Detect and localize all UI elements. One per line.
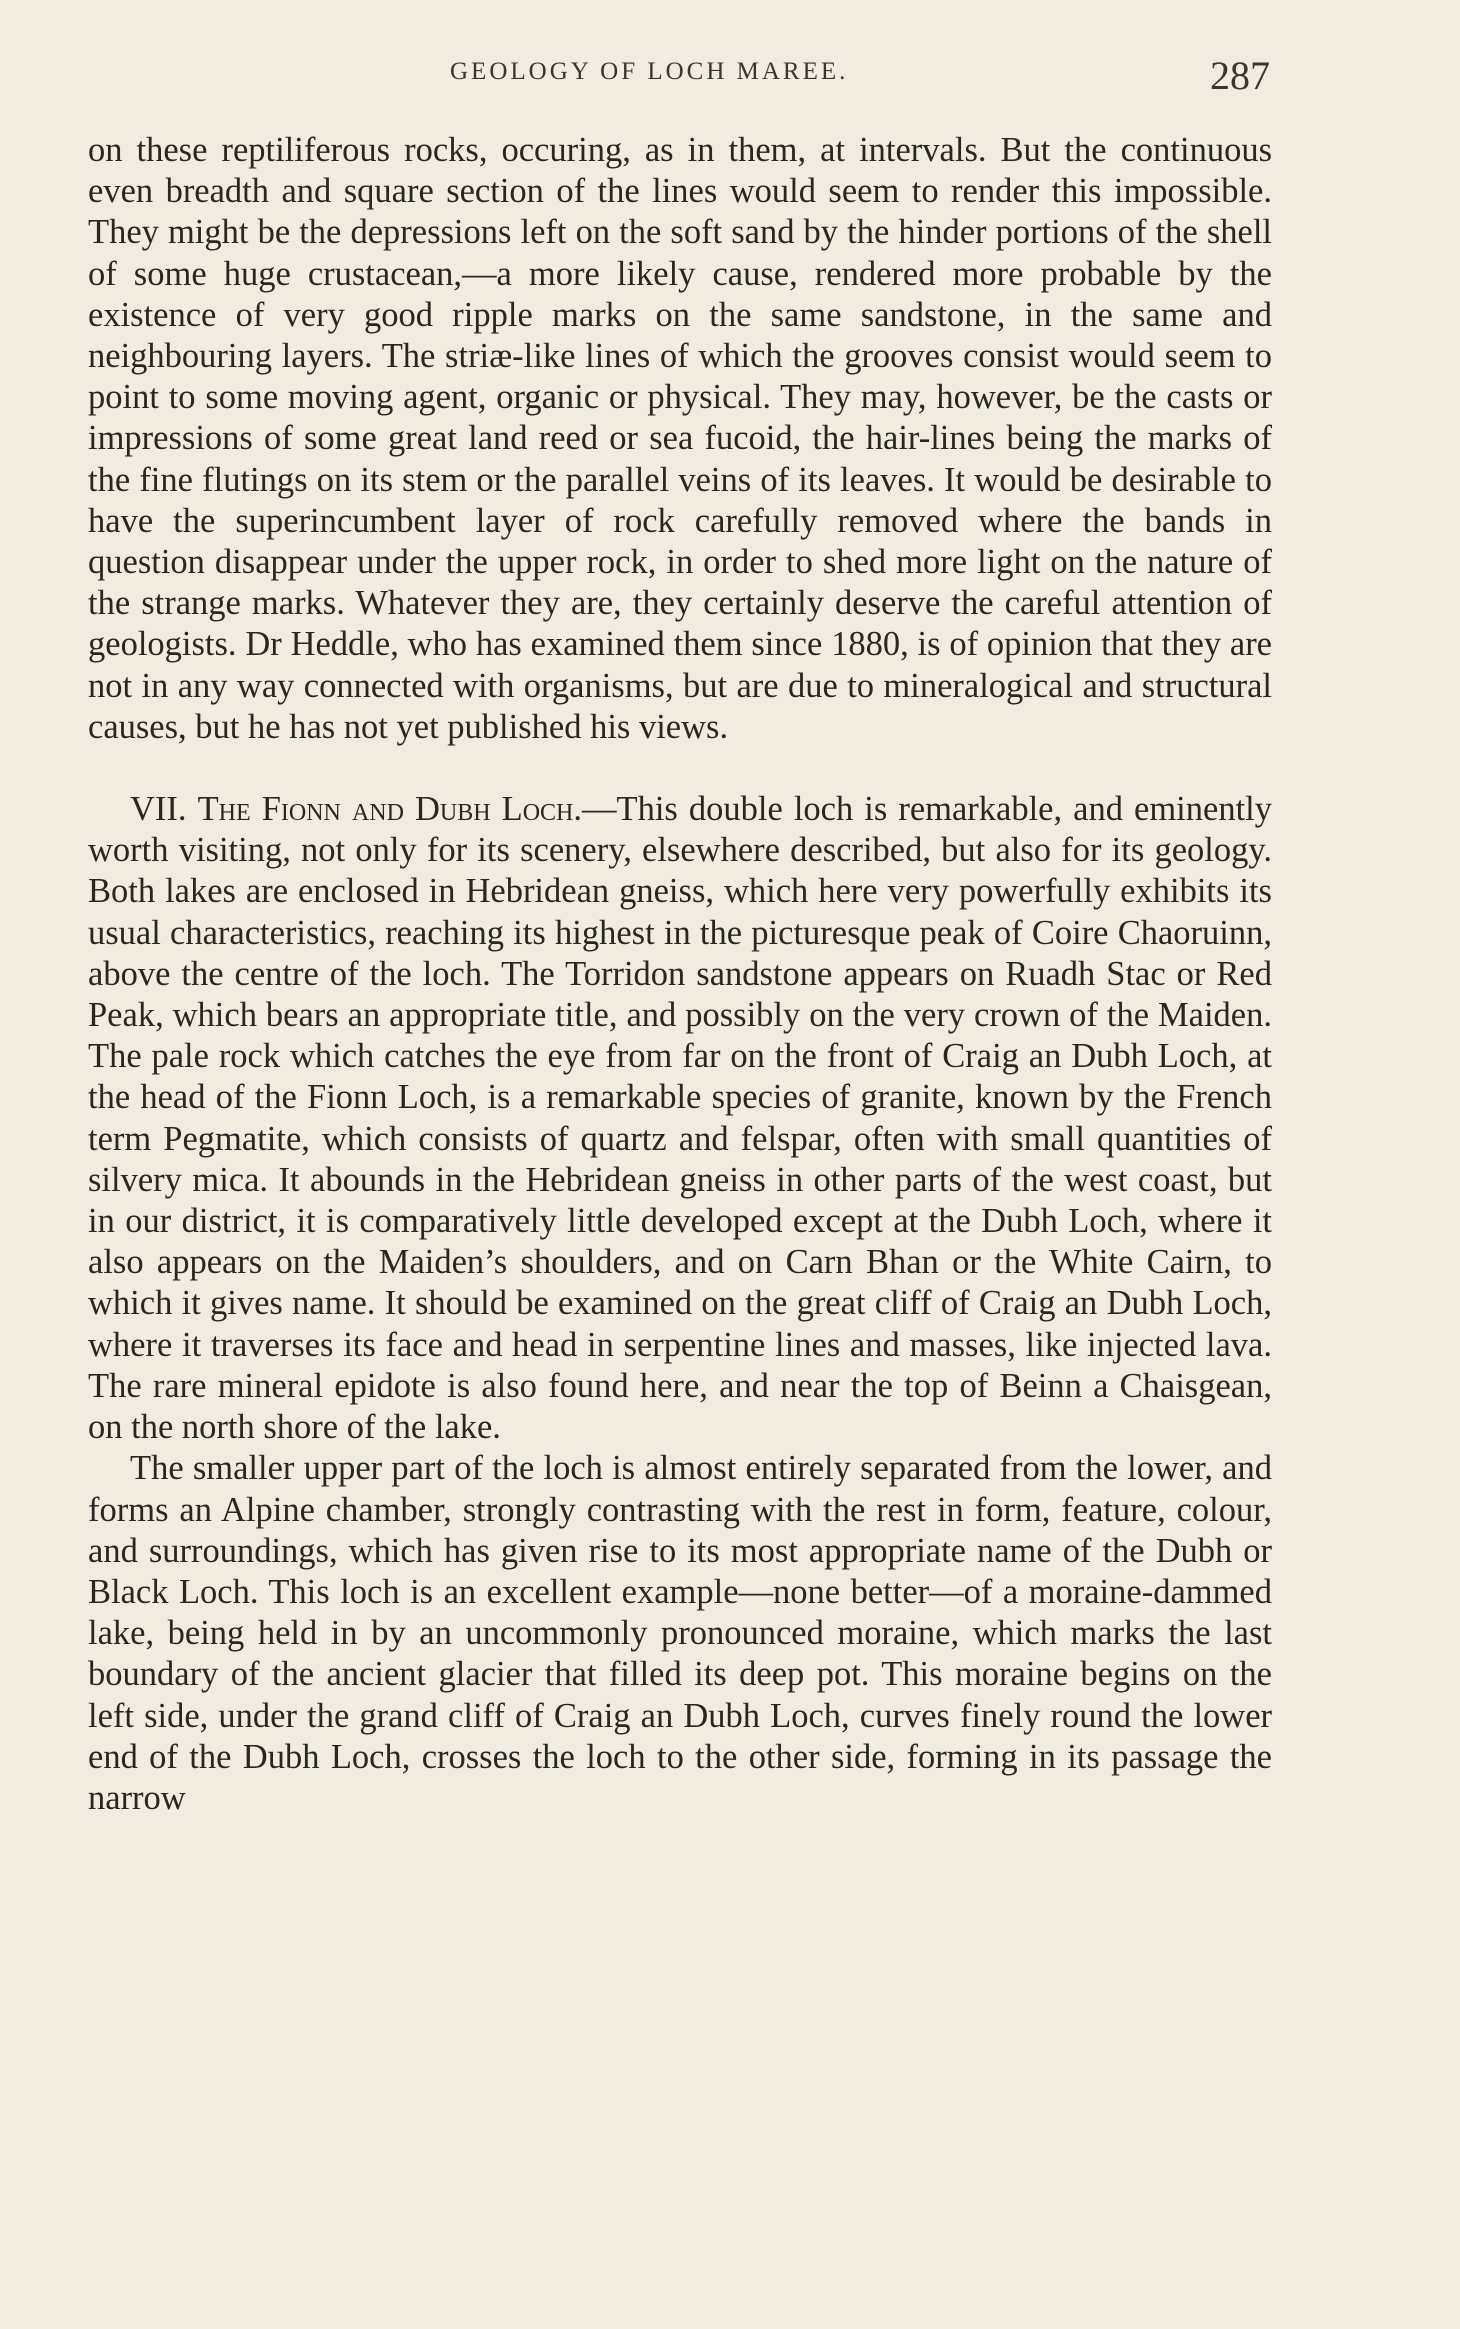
section-paragraph-text: —This double loch is remarkable, and eminently worth visiting, not only for its scenery, elsewhere described, but also for its geology. Both lakes are enclosed in Hebridean gneiss, which here very powerfully exhibits its usual characteristics, reaching its highest in the picturesque peak of Coire Chaoruinn, above the centre of the loch. The Torridon sandstone appears on Ruadh Stac or Red Peak, which bears an appropriate title, and possibly on the very crown of the Maiden. The pale rock which catches the eye from far on the front of Craig an Dubh Loch, at the head of the Fionn Loch, is a remarkable species of granite, known by the French term Pegmatite, which consists of quartz and felspar, often with small quantities of silvery mica. It abounds in the Hebridean gneiss in other parts of the west coast, but in our district, it is comparatively little developed except at the Dubh Loch, where it also appears on the Maiden’s shoulders, and on Carn Bhan or the White Cairn, to which it gives name. It should be examined on the great cliff of Craig an Dubh Loch, where it traverses its face and head in serpentine lines and masses, like injected lava. The rare mineral epidote is also found here, and near the top of Beinn a Chaisgean, on the north shore of the lake.	[88, 790, 1273, 1447]
paragraph: The smaller upper part of the loch is almost entirely separated from the lower, and forms an Alpine chamber, strongly contrasting with the rest in form, feature, colour, and surroundings, which has given rise to its most appropriate name of the Dubh or Black Loch. This loch is an excellent example—none better—of a moraine-dammed lake, being held in by an uncommonly pronounced moraine, which marks the last boundary of the ancient glacier that filled its deep pot. This moraine begins on the left side, under the grand cliff of Craig an Dubh Loch, curves finely round the lower end of the Dubh Loch, crosses the loch to the other side, forming in its passage the narrow	[88, 1449, 1272, 1817]
running-head	[0, 53, 1460, 98]
body-text	[88, 130, 1272, 1819]
section-number: VII.	[130, 790, 187, 829]
section-heading: The Fionn and Dubh Loch.	[197, 790, 582, 829]
section-paragraph	[88, 789, 1272, 1448]
page-number: 287	[1210, 53, 1270, 98]
running-title: GEOLOGY OF LOCH MAREE.	[450, 58, 849, 85]
paragraph-continued: on these reptiliferous rocks, occuring, as in them, at intervals. But the continuous even breadth and square section of the lines would seem to render this impossible. They might be the depressions left on the soft sand by the hinder portions of the shell of some huge crustacean,—a more likely cause, rendered more probable by the existence of very good ripple marks on the same sandstone, in the same and neighbouring layers. The striæ-like lines of which the grooves consist would seem to point to some moving agent, organic or physical. They may, however, be the casts or impressions of some great land reed or sea fucoid, the hair-lines being the marks of the fine flutings on its stem or the parallel veins of its leaves. It would be desirable to have the superincumbent layer of rock carefully removed where the bands in question disappear under the upper rock, in order to shed more light on the nature of the strange marks. Whatever they are, they certainly deserve the careful attention of geologists. Dr Heddle, who has examined them since 1880, is of opinion that they are not in any way connected with organisms, but are due to mineralogical and structural causes, but he has not yet published his views.	[88, 131, 1272, 746]
